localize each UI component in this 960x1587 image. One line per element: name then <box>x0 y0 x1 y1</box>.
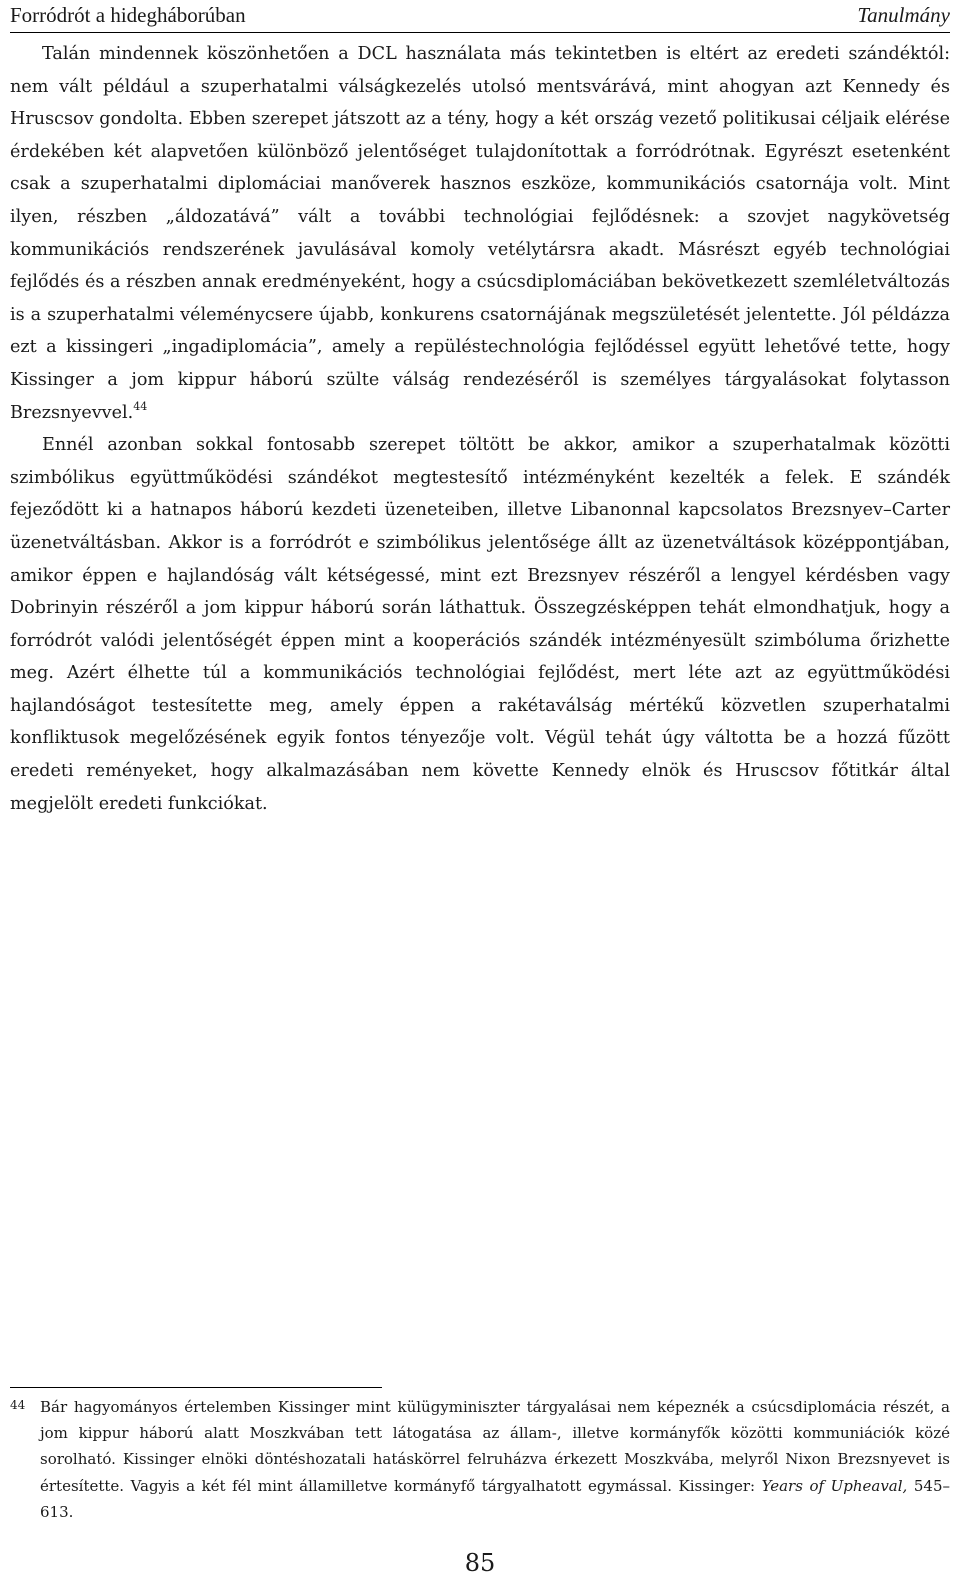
paragraph-1 <box>10 38 950 429</box>
footnote-text <box>40 1394 950 1525</box>
section-label: Tanulmány <box>857 3 950 27</box>
paragraph-1-text: Talán mindennek köszönhetően a DCL használata más tekintetben is eltért az eredeti szándéktól: nem vált például a szuperhatalmi válságkezelés utolsó mentsvárává, mint ahogyan azt Kennedy és Hruscsov gondolta. Ebben szerepet játszott az a tény, hogy a két ország vezető politikusai céljaik elérése érdekében két alapvetően különböző jelentőséget tulajdonítottak a forródrótnak. Egyrészt esetenként csak a szuperhatalmi diplomáciai manőverek hasznos eszköze, kommunikációs csatornája volt. Mint ilyen, részben „áldozatává” vált a további technológiai fejlődésnek: a szovjet nagykövetség kommunikációs rendszerének javulásával komoly vetélytársra akadt. Másrészt egyéb technológiai fejlődés és a részben annak eredményeként, hogy a csúcsdiplomáciában bekövetkezett szemléletváltozás is a szuperhatalmi véleménycsere újabb, konkurens csatornájának megszületését jelentette. Jól példázza ezt a kissingeri „ingadiplomácia”, amely a repüléstechnológia fejlődéssel együtt lehetővé tette, hogy Kissinger a jom kippur háború szülte válság rendezéséről is személyes tárgyalásokat folytasson Brezsnyevvel. <box>10 44 950 423</box>
page-number: 85 <box>464 1549 496 1577</box>
running-header <box>10 0 950 33</box>
footnote-number: 44 <box>10 1398 26 1412</box>
footnote-body: Bár hagyományos értelemben Kissinger mint külügyminiszter tárgyalásai nem képeznék a csúcsdiplomácia részét, a jom kippur háború alatt Moszkvában tett látogatása az állam-, illetve kormányfők közötti kommuniációk közé sorolható. Kissinger elnöki döntéshozatali hatáskörrel felruházva érkezett Moszkvába, melyről Nixon Brezsnyevet is értesítette. Vagyis a két fél mint államilletve kormányfő tárgyalhatott egymással. Kissinger: <box>40 1398 950 1495</box>
paragraph-2 <box>10 429 950 820</box>
paragraph-2-text: Ennél azonban sokkal fontosabb szerepet töltött be akkor, amikor a szuperhatalmak közötti szimbólikus együttműködési szándékot megtestesítő intézményként kezelték a felek. E szándék fejeződött ki a hatnapos háború kezdeti üzeneteiben, illetve Libanonnal kapcsolatos Brezsnyev–Carter üzenetváltásban. Akkor is a forródrót e szimbólikus jelentősége állt az üzenetváltások középpontjában, amikor éppen e hajlandóság vált kétségessé, mint ezt Brezsnyev részéről a lengyel kérdésben vagy Dobrinyin részéről a jom kippur háború során láthattuk. Összegzésképpen tehát elmondhatjuk, hogy a forródrót valódi jelentőségét éppen mint a kooperációs szándék intézményesült szimbóluma őrizhette meg. Azért élhette túl a kommunikációs technológiai fejlődést, mert léte azt az együttműködési hajlandóságot testesítette meg, amely éppen a rakétaválság mértékű közvetlen szuperhatalmi konfliktusok megelőzésének egyik fontos tényezője volt. Végül tehát úgy váltotta be a hozzá fűzött eredeti reményeket, hogy alkalmazásában nem követte Kennedy elnök és Hruscsov főtitkár által megjelölt eredeti funkciókat. <box>10 435 950 814</box>
footnote <box>10 1394 950 1525</box>
cited-book-title: Years of Upheaval, <box>761 1476 908 1495</box>
cited-pages: 545–613. <box>40 1476 950 1521</box>
footnote-separator <box>10 1387 382 1388</box>
running-title: Forródrót a hidegháborúban <box>10 3 246 27</box>
main-text <box>10 38 950 820</box>
footnote-reference[interactable]: 44 <box>133 399 148 413</box>
